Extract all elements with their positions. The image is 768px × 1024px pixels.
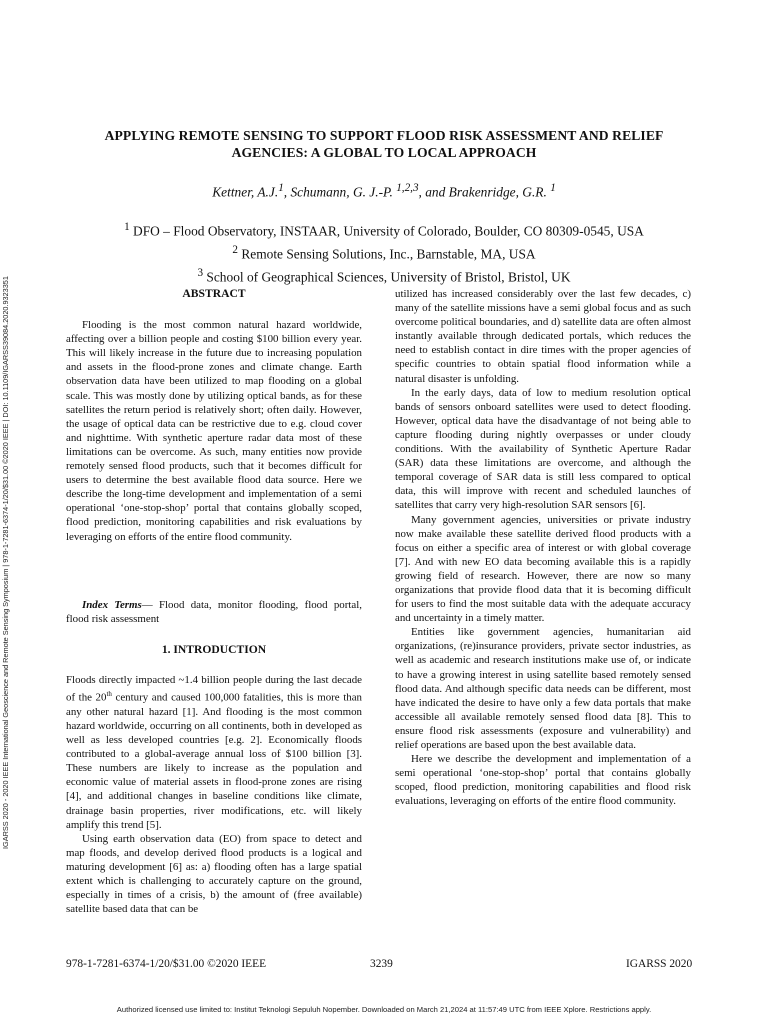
intro-p1-superscript: th xyxy=(106,690,112,699)
right-paragraph-4: Here we describe the development and implementation of a semi operational ‘one-stop-shop’ portal that contains globally scoped, flood prediction, monitoring capabilities and flood risk evaluations, leveraging on efforts of the entire flood community. xyxy=(395,753,691,808)
affiliation-1 xyxy=(60,218,708,241)
affiliation-3 xyxy=(60,264,708,287)
affiliation-3-text: School of Geographical Sciences, University of Bristol, Bristol, UK xyxy=(203,269,571,285)
affiliations xyxy=(60,218,708,287)
affiliation-2 xyxy=(60,241,708,264)
right-paragraph-2: Many government agencies, universities or private industry now make available these satellite derived flood products with a focus on either a specific area of interest or with global coverage [7]. And with new EO data becoming available this is a rapidly growing field of research. However, there are now so many organizations that provide flood data that it is becoming difficult for users to find the most suitable data with the adequate accuracy and uncertainty in a timely matter. xyxy=(395,513,691,625)
introduction-heading: 1. INTRODUCTION xyxy=(161,643,267,656)
affiliation-1-text: DFO – Flood Observatory, INSTAAR, University of Colorado, Boulder, CO 80309-0545, USA xyxy=(129,223,644,239)
introduction-paragraph-1 xyxy=(66,673,362,832)
intro-p1-text-a: Floods directly impacted ~1.4 billion people during the last decade of the 20 xyxy=(66,674,362,704)
footer-isbn: 978-1-7281-6374-1/20/$31.00 ©2020 IEEE xyxy=(66,958,267,970)
author-1-affil: 1 xyxy=(278,182,284,194)
right-paragraph-1: In the early days, data of low to medium resolution optical bands of sensors onboard satellites were used to detect flooding. However, optical data have the disadvantage of not being able to capture flooding during nightly overpasses or under cloudy conditions. With the availability of Synthetic Aperture Radar (SAR) data these limitations are overcome, and although the temporal coverage of SAR data is still less compared to optical data, this will improve with recent and scheduled launches of satellites that carry very high-resolution SAR sensors [6]. xyxy=(395,386,691,512)
author-2-affil: 1,2,3 xyxy=(396,182,419,194)
license-notice: Authorized licensed use limited to: Institut Teknologi Sepuluh Nopember. Downloaded on March 21,2024 at 11:57:49 UTC from IEEE Xplore. Restrictions apply. xyxy=(116,1005,652,1014)
right-paragraph-3: Entities like government agencies, humanitarian aid organizations, (re)insurance providers, private sector industries, as well as academic and research institutions make use of, or indicate to have a growing interest in using satellite based remotely sensed flood data. And although specific data needs can be different, most have indicated the desire to have only a few data portals that make accessible all available remotely sensed flood data [8]. This to ensure flood risk assessments (exposure and vulnerability) and relief operations are based upon the best available data. xyxy=(395,626,691,751)
footer-venue: IGARSS 2020 xyxy=(626,958,693,970)
introduction-section xyxy=(66,643,362,916)
affiliation-2-number: 2 xyxy=(232,243,238,256)
index-terms-label: Index Terms xyxy=(82,599,142,611)
right-paragraph-0: utilized has increased considerably over the last few decades, c) many of the satellite missions have a semi global focus and as such overcome political boundaries, and d) satellite data are often almost instantly available through dedicated portals, which reduces the need to establish contact in dire times with the proper agencies of specific countries to obtain spatial flood information while a natural disaster is unfolding. xyxy=(395,288,691,385)
footer-page-number: 3239 xyxy=(370,958,393,970)
index-terms xyxy=(66,598,362,626)
index-terms-dash: — xyxy=(141,599,159,611)
title-line-2: AGENCIES: A GLOBAL TO LOCAL APPROACH xyxy=(231,145,537,160)
right-column xyxy=(395,287,691,808)
abstract-section xyxy=(66,287,362,544)
index-terms-text: Flood data, monitor flooding, flood portal, flood risk assessment xyxy=(66,599,362,626)
introduction-paragraph-2: Using earth observation data (EO) from space to detect and map floods, and develop derived flood products is a logical and maturing development [6] as: a) flooding often has a large spatial extent which is challenging to accurately capture on the ground, especially in times of a crisis, b) the amount of (free available) satellite based data that can be xyxy=(66,832,362,916)
affiliation-2-text: Remote Sensing Solutions, Inc., Barnstable, MA, USA xyxy=(238,246,536,262)
affiliation-3-number: 3 xyxy=(197,266,204,279)
author-3-affil: 1 xyxy=(550,182,556,194)
author-3: , and Brakenridge, G.R. xyxy=(418,184,551,200)
abstract-heading: ABSTRACT xyxy=(182,287,246,300)
intro-p1-text-b: century and caused 100,000 fatalities, this is more than any other natural hazard [1]. And flooding is the most common hazard worldwide, occurring on all continents, both in developed as well as less developed countries [e.g. 2]. Economically floods contributed to a global-average annual loss of $100 billion [3]. These numbers are likely to increase as the population and economic value of material assets in flood-prone zones are rising [4], and additional changes in baseline conditions like climate, drainage basin properties, river modifications, etc. will likely amplify this trend [5]. xyxy=(66,691,362,831)
doi-sidebar: IGARSS 2020 - 2020 IEEE International Geoscience and Remote Sensing Symposium | 978-1-7281-6374-1/20/$31.00 ©2020 IEEE | DOI: 10.1109/IGARSS39084.2020.9323351 xyxy=(1,276,10,849)
author-list xyxy=(60,182,708,200)
paper-title xyxy=(60,127,708,161)
abstract-body: Flooding is the most common natural hazard worldwide, affecting over a billion people and costing $100 billion every year. This will likely increase in the future due to increasing population and assets in the flood-prone zones and climate change. Earth observation data have been utilized to map flooding on a global scale. This was mostly done by utilizing optical bands, as for these satellites the return period is relatively short; often daily. However, the usage of optical data can be restrictive due to e.g. cloud cover and nighttime. With synthetic aperture radar data most of these limitations can be overcome. As such, many entities now provide remotely sensed flood products, such that it becomes difficult for users to determine the best available flood data source. Here we describe the long-time development and implementation of a semi operational ‘one-stop-shop’ portal that contains globally scoped, flood prediction, monitoring capabilities and risk evaluations by leveraging on efforts of the entire flood community. xyxy=(66,319,362,543)
author-2: , Schumann, G. J.-P. xyxy=(283,184,397,200)
affiliation-1-number: 1 xyxy=(124,221,130,233)
title-line-1: APPLYING REMOTE SENSING TO SUPPORT FLOOD RISK ASSESSMENT AND RELIEF xyxy=(104,128,664,143)
author-1: Kettner, A.J. xyxy=(212,184,279,200)
